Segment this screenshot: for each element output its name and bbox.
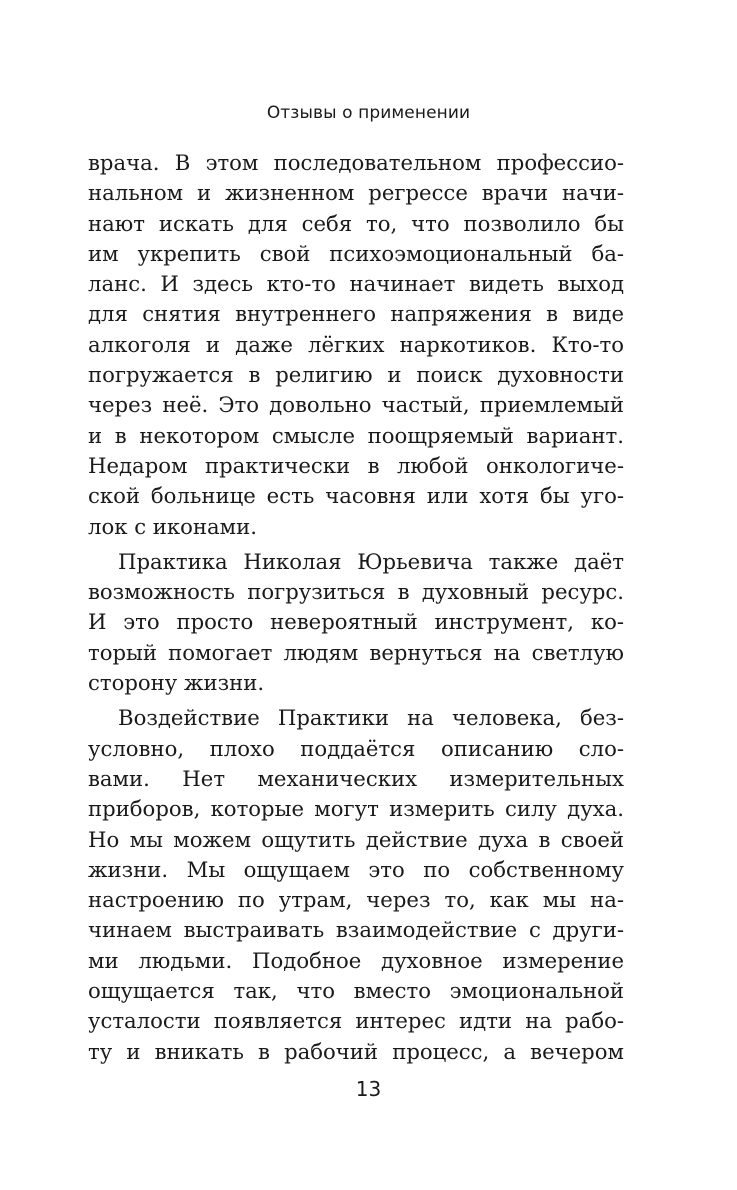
- text-line: приборов, которые могут измерить силу духа.: [88, 796, 624, 822]
- text-line: ланс. И здесь кто-то начинает видеть выход: [88, 271, 624, 297]
- text-line: И это просто невероятный инструмент, ко-: [88, 609, 624, 635]
- text-line: усталости появляется интерес идти на рабо-: [88, 1008, 624, 1034]
- text-line: и в некотором смысле поощряемый вариант.: [88, 422, 624, 448]
- paragraph: [88, 148, 624, 542]
- text-line: врача. В этом последовательном профессио-: [88, 150, 624, 175]
- text-line: ской больнице есть часовня или хотя бы уго-: [88, 483, 624, 509]
- paragraph: [88, 547, 624, 698]
- text-line: сторону жизни.: [88, 670, 265, 696]
- text-line: алкоголя и даже лёгких наркотиков. Кто-то: [88, 331, 624, 357]
- text-line: для снятия внутреннего напряжения в виде: [88, 301, 624, 327]
- running-head-title: Отзывы о применении: [266, 103, 471, 123]
- text-line: им укрепить свой психоэмоциональный ба-: [88, 240, 624, 266]
- text-line: вами. Нет механических измерительных: [88, 765, 624, 791]
- text-line: условно, плохо поддаётся описанию сло-: [88, 735, 624, 761]
- text-line: погружается в религию и поиск духовности: [88, 362, 624, 388]
- text-line: Воздействие Практики на человека, без-: [118, 705, 624, 731]
- text-line: торый помогает людям вернуться на светлую: [88, 639, 624, 665]
- text-line: ощущается так, что вместо эмоциональной: [88, 978, 624, 1004]
- page-number: 13: [355, 1077, 382, 1101]
- body-text: [88, 148, 624, 1067]
- text-line: ту и вникать в рабочий процесс, а вечером: [88, 1038, 624, 1064]
- text-line: нают искать для себя то, что позволило бы: [88, 210, 624, 236]
- text-line: нальном и жизненном регрессе врачи начи-: [88, 180, 624, 206]
- paragraph: [88, 703, 624, 1067]
- text-line: жизни. Мы ощущаем это по собственному: [88, 856, 624, 882]
- text-line: Недаром практически в любой онкологиче-: [88, 452, 624, 478]
- text-line: настроению по утрам, через то, как мы на-: [88, 887, 624, 913]
- text-line: Но мы можем ощутить действие духа в своей: [88, 826, 624, 852]
- text-line: через неё. Это довольно частый, приемлемый: [88, 392, 624, 418]
- text-line: возможность погрузиться в духовный ресурс.: [88, 579, 624, 605]
- text-line: Практика Николая Юрьевича также даёт: [118, 548, 624, 574]
- text-line: ми людьми. Подобное духовное измерение: [88, 947, 624, 973]
- text-line: лок с иконами.: [88, 513, 258, 539]
- text-line: чинаем выстраивать взаимодействие с други-: [88, 917, 624, 943]
